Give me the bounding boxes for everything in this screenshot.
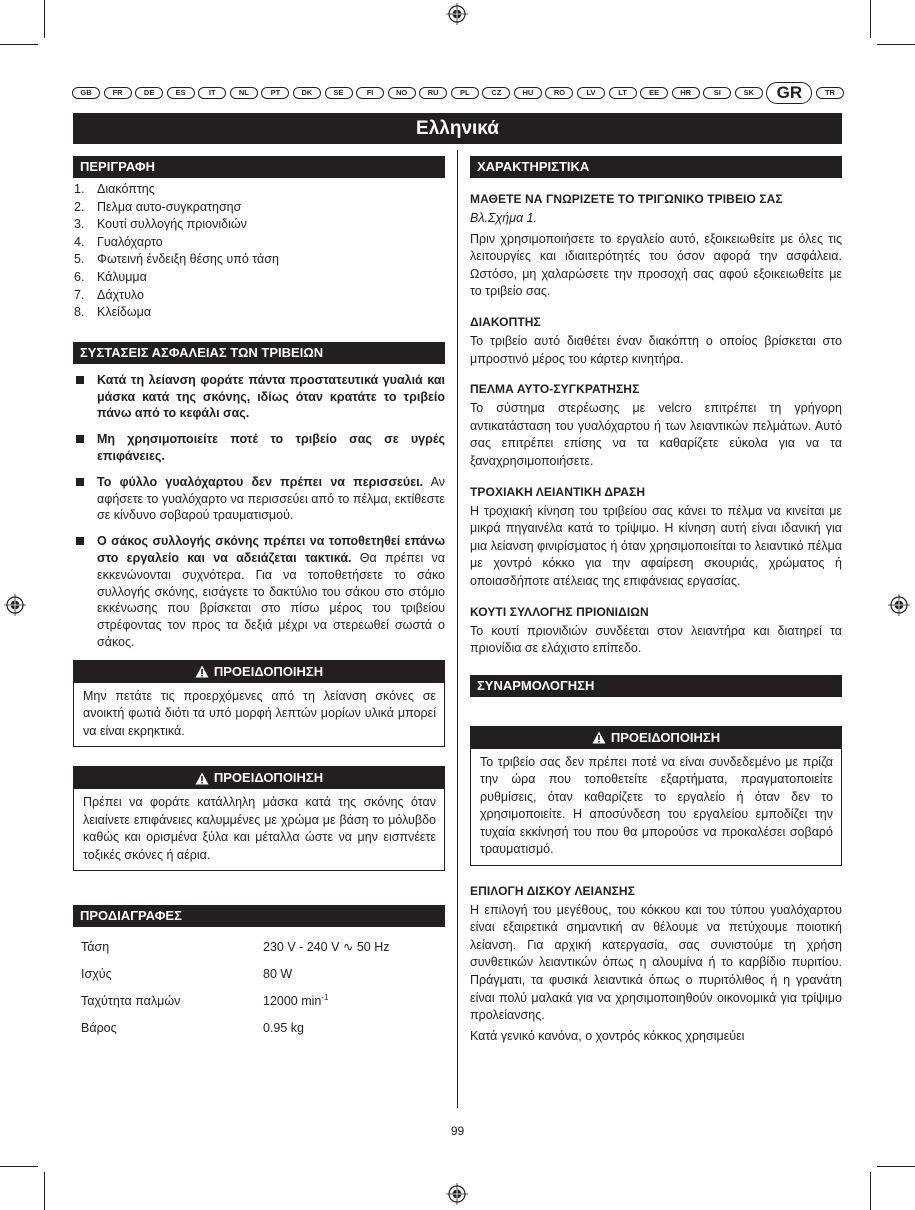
item-number: 4. [74, 234, 85, 249]
item-label: Κουτί συλλογής πριονιδιών [97, 217, 247, 232]
warning-triangle-icon [195, 772, 209, 785]
item-number: 6. [74, 269, 85, 284]
crop-mark [0, 1166, 38, 1167]
warning-text: Το τριβείο σας δεν πρέπει ποτέ να είναι συνδεδεμένο με πρίζα την ώρα που τοποθετείτε εξαρτήματα, πραγματοποιείτε ρυθμίσεις, όταν καθαρίζετε το εργαλείο ή όταν δεν το χρησιμοποιείτε. Η αποσύνδεση του εργαλείου εμποδίζει την τυχαία εκκίνησή του που θα μπορούσε να προκαλέσει σοβαρό τραυματισμό. [480, 754, 833, 857]
spec-label: Τάση [81, 939, 110, 954]
bullet-bold-text: Ο σάκος συλλογής σκόνης πρέπει να τοποθετηθεί επάνω στο εργαλείο και να αδειάζεται τακτικά. [97, 534, 445, 565]
figure-reference: Βλ.Σχήμα 1. [470, 211, 538, 225]
page-number: 99 [450, 1124, 465, 1138]
language-tab-si: SI [703, 87, 731, 99]
spec-label: Ταχύτητα παλμών [81, 993, 181, 1008]
pad-title: ΠΕΛΜΑ ΑΥΤΟ-ΣΥΓΚΡΑΤΗΣΗΣ [470, 382, 640, 397]
warning-text: Πρέπει να φοράτε κατάλληλη μάσκα κατά της σκόνης όταν λειαίνετε επιφάνειες καλυμμένες με χρώμα με βάση το μόλυβδο καθώς και ορισμένα ξύλα και μέταλλα ώστε να μην εισπνέετε τοξικές σκόνες ή αέρια. [83, 795, 436, 862]
bullet-square-icon [76, 435, 84, 443]
warning-title: ΠΡΟΕΙΔΟΠΟΙΗΣΗ [610, 729, 721, 745]
language-tab-fr: FR [104, 87, 132, 99]
language-tab-ee: EE [640, 87, 668, 99]
bullet-bold-text: Κατά τη λείανση φοράτε πάντα προστατευτικά γυαλιά και μάσκα κατά της σκόνης, ιδίως όταν κρατάτε το τριβείο πάνω από το κεφάλι σας. [97, 372, 445, 421]
crop-mark [0, 44, 38, 45]
spec-value: 230 V - 240 V ∿ 50 Hz [263, 940, 390, 955]
language-tab-gr: GR [766, 82, 812, 104]
item-number: 5. [74, 252, 85, 267]
column-divider [457, 150, 458, 1108]
warning-triangle-icon [592, 731, 606, 744]
item-number: 1. [74, 182, 85, 196]
bullet-square-icon [76, 537, 84, 545]
spec-row [73, 987, 445, 1014]
language-tab-lt: LT [609, 87, 637, 99]
item-number: 7. [74, 287, 85, 302]
description-item [73, 251, 445, 269]
language-tab-gb: GB [72, 87, 100, 99]
bullet-text [97, 431, 445, 465]
bullet-bold-text: Το φύλλο γυαλόχαρτου δεν πρέπει να περισσεύει. [97, 474, 424, 489]
item-number: 2. [74, 199, 85, 214]
dust-box-text: Το κουτί πριονιδιών συνδέεται στον λειαντήρα και διατηρεί τα πριονίδια σε ελάχιστο επίπεδο. [470, 623, 842, 656]
safety-bullet-list [73, 372, 445, 651]
item-label: Δάχτυλο [97, 287, 144, 302]
language-tab-fi: FI [356, 87, 384, 99]
warning-box-dust-fire [73, 660, 445, 748]
warning-box-unplug [470, 726, 842, 866]
language-tab-ru: RU [419, 87, 447, 99]
safety-heading: ΣΥΣΤΑΣΕΙΣ ΑΣΦΑΛΕΙΑΣ ΤΩΝ ΤΡΙΒΕΙΩΝ [73, 342, 445, 364]
orbital-title: ΤΡΟΧΙΑΚΗ ΛΕΙΑΝΤΙΚΗ ΔΡΑΣΗ [470, 484, 646, 499]
description-heading: ΠΕΡΙΓΡΑΦΗ [73, 156, 445, 178]
warning-triangle-icon [195, 665, 209, 678]
description-item [73, 234, 445, 252]
bullet-normal-text: Αν αφήσετε το γυαλόχαρτο να περισσεύει από το πέλμα, εκτίθεστε σε κίνδυνο σοβαρού τραυματισμού. [97, 474, 445, 523]
language-tab-it: IT [198, 87, 226, 99]
specs-table [73, 933, 445, 1041]
spec-label: Ισχύς [81, 966, 112, 981]
item-label: Φωτεινή ένδειξη θέσης υπό τάση [97, 252, 279, 267]
description-item [73, 216, 445, 234]
specs-heading: ΠΡΟΔΙΑΓΡΑΦΕΣ [73, 905, 445, 927]
warning-header [74, 767, 444, 789]
language-title-bar: Ελληνικά [73, 113, 842, 144]
crop-mark [870, 0, 871, 38]
warning-title: ΠΡΟΕΙΔΟΠΟΙΗΣΗ [213, 770, 324, 786]
description-item [73, 269, 445, 287]
description-item [73, 199, 445, 217]
language-tab-no: NO [388, 87, 416, 99]
warning-header [471, 727, 841, 749]
spec-label: Βάρος [81, 1020, 117, 1035]
safety-bullet [73, 372, 445, 422]
language-tab-hu: HU [514, 87, 542, 99]
bullet-text [97, 474, 445, 524]
switch-title: ΔΙΑΚΟΠΤΗΣ [470, 314, 541, 329]
registration-mark-icon [446, 3, 468, 25]
know-your-sander-text: Πριν χρησιμοποιήσετε το εργαλείο αυτό, εξοικειωθείτε με όλες τις λειτουργίες και ιδιαιτερότητές του όσον αφορά την ασφάλεια. Ωστόσο, μη χαλαρώσετε την προσοχή σας αφού εξοικειωθείτε με το τριβείο σας. [470, 231, 842, 299]
language-tab-lv: LV [577, 87, 605, 99]
crop-mark [44, 1172, 45, 1210]
registration-mark-icon [888, 594, 910, 616]
language-tab-dk: DK [293, 87, 321, 99]
spec-value: 80 W [263, 966, 293, 981]
spec-row [73, 933, 445, 960]
warning-box-mask [73, 766, 445, 871]
description-item [73, 304, 445, 322]
language-tab-tr: TR [816, 87, 844, 99]
spec-value: 0.95 kg [263, 1020, 305, 1035]
item-label: Γυαλόχαρτο [97, 234, 163, 249]
assembly-heading: ΣΥΝΑΡΜΟΛΟΓΗΣΗ [470, 675, 842, 697]
item-number: 8. [74, 305, 85, 320]
language-tab-es: ES [167, 87, 195, 99]
language-tab-sk: SK [735, 87, 763, 99]
language-tab-strip [72, 82, 844, 104]
right-column [470, 156, 842, 1045]
crop-mark [877, 44, 915, 45]
disc-selection-title: ΕΠΙΛΟΓΗ ΔΙΣΚΟΥ ΛΕΙΑΝΣΗΣ [470, 883, 635, 898]
crop-mark [877, 1166, 915, 1167]
registration-mark-icon [446, 1183, 468, 1205]
item-label: Πελμα αυτο-συγκρατησησ [97, 199, 242, 214]
spec-row [73, 960, 445, 987]
language-tab-cz: CZ [482, 87, 510, 99]
item-number: 3. [74, 217, 85, 232]
features-heading: ΧΑΡΑΚΤΗΡΙΣΤΙΚΑ [470, 156, 842, 178]
disc-selection-text-continued: Κατά γενικό κανόνα, ο χοντρός κόκκος χρησιμεύει [470, 1028, 745, 1043]
left-column [73, 156, 445, 1041]
warning-title: ΠΡΟΕΙΔΟΠΟΙΗΣΗ [213, 663, 324, 679]
warning-text: Μην πετάτε τις προερχόμενες από τη λείανση σκόνες σε ανοικτή φωτιά διότι τα υπό μορφή λεπτών μορίων υλικά μπορεί να είναι εκρηκτικά. [83, 688, 436, 738]
disc-selection-text: Η επιλογή του μεγέθους, του κόκκου και του τύπου γυαλόχαρτου είναι εξαιρετικά σημαντική αν θέλουμε να πετύχουμε ποιοτική λείανση. Για αρχική κατεργασία, σας συνιστούμε τη χρήση συνθετικών λειαντικών όπως η αλουμίνα ή το καρβίδιο πυριτίου. Πράγματι, τα φυσικά λειαντικά όπως ο πυριτόλιθος ή η γρανάτη είναι πολύ μαλακά για να χρησιμοποιηθούν οικονομικά για τρίψιμο προλείανσης. [470, 902, 842, 1023]
item-label: Κάλυμμα [97, 269, 147, 284]
item-label: Κλείδωμα [97, 305, 152, 320]
bullet-bold-text: Μη χρησιμοποιείτε ποτέ το τριβείο σας σε υγρές επιφάνειες. [97, 432, 445, 463]
spec-row [73, 1014, 445, 1041]
language-tab-pl: PL [451, 87, 479, 99]
description-item [73, 287, 445, 305]
safety-bullet [73, 533, 445, 651]
bullet-square-icon [76, 376, 84, 384]
warning-header [74, 661, 444, 683]
bullet-square-icon [76, 478, 84, 486]
safety-bullet [73, 431, 445, 465]
language-tab-de: DE [135, 87, 163, 99]
description-item [73, 181, 445, 199]
language-tab-pt: PT [261, 87, 289, 99]
know-your-sander-title: ΜΑΘΕΤΕ ΝΑ ΓΝΩΡΙΖΕΤΕ ΤΟ ΤΡΙΓΩΝΙΚΟ ΤΡΙΒΕΙΟ ΣΑΣ [470, 192, 783, 206]
language-tab-se: SE [325, 87, 353, 99]
crop-mark [44, 0, 45, 38]
safety-bullet [73, 474, 445, 524]
switch-text: Το τριβείο αυτό διαθέτει έναν διακόπτη ο οποίος βρίσκεται στο μπροστινό μέρος του κάρτερ κινητήρα. [470, 333, 842, 366]
language-tab-hr: HR [672, 87, 700, 99]
item-label: Διακόπτης [97, 182, 155, 196]
description-list [73, 181, 445, 322]
bullet-text [97, 372, 445, 422]
dust-box-title: ΚΟΥΤΙ ΣΥΛΛΟΓΗΣ ΠΡΙΟΝΙΔΙΩΝ [470, 604, 649, 619]
pad-text: Το σύστημα στερέωσης με velcro επιτρέπει τη γρήγορη αντικατάσταση του γυαλόχαρτου ή των λειαντικών πελμάτων. Αυτό σας επιτρέπει επίσης να τα καθαρίζετε εύκολα για να τα ξαναχρησιμοποιήσετε. [470, 401, 842, 468]
bullet-normal-text: Θα πρέπει να εκκενώνονται συχνότερα. Για να τοποθετήσετε το σάκο συλλογής σκόνης, εισάγετε το δακτύλιο του σάκου στο στόμιο εκκένωσης που βρίσκεται στο πίσω μέρος του τριβείου στρέφοντας τον προς τα δεξιά μέχρι να στερεωθεί σωστά ο σάκος. [97, 550, 445, 649]
language-tab-nl: NL [230, 87, 258, 99]
crop-mark [870, 1172, 871, 1210]
bullet-text [97, 533, 445, 651]
spec-value: 12000 $\min^{-1}$ [263, 993, 329, 1009]
registration-mark-icon [4, 594, 26, 616]
language-tab-ro: RO [545, 87, 573, 99]
orbital-text: Η τροχιακή κίνηση του τριβείου σας κάνει το πέλμα να κινείται με μικρά πηγαινέλα κατά το τρίψιμο. Η κίνηση αυτή είναι ιδανική για μια λείανση φινιρίσματος ή όταν χρησιμοποιείται το λειαντικό πέλμα με χοντρό κόκκο για την αφαίρεση σκουριάς, χρώματος ή οποιασδήποτε ατέλειας της επιφάνειας εργασίας. [470, 503, 842, 588]
